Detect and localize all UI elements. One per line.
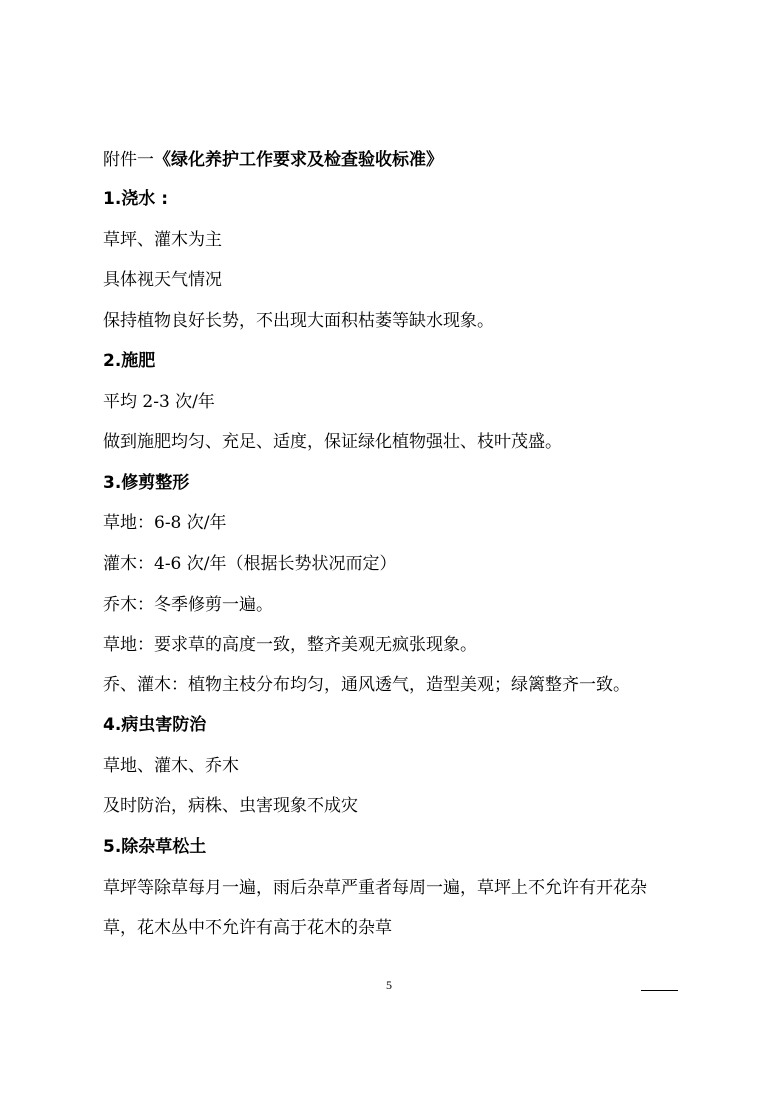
section-heading-watering: 1.浇水 : [103, 189, 169, 209]
paragraph: 草地：要求草的高度一致，整齐美观无疯张现象。 [103, 635, 477, 655]
footer-rule [641, 990, 678, 991]
paragraph: 草坪等除草每月一遍，雨后杂草严重者每周一遍，草坪上不允许有开花杂 [103, 878, 647, 898]
title-prefix: 附件一 [103, 150, 154, 170]
document-title [103, 149, 443, 171]
title-main: 《绿化养护工作要求及检查验收标准》 [154, 150, 443, 170]
paragraph: 具体视天气情况 [103, 270, 222, 290]
section-heading-pruning: 3.修剪整形 [103, 473, 190, 493]
paragraph: 保持植物良好长势，不出现大面积枯萎等缺水现象。 [103, 311, 494, 331]
paragraph: 灌木：4-6 次/年（根据长势状况而定） [103, 554, 397, 574]
paragraph: 乔、灌木：植物主枝分布均匀，通风透气，造型美观；绿篱整齐一致。 [103, 675, 630, 695]
paragraph: 平均 2-3 次/年 [103, 392, 215, 412]
paragraph: 草，花木丛中不允许有高于花木的杂草 [103, 918, 392, 938]
paragraph: 做到施肥均匀、充足、适度，保证绿化植物强壮、枝叶茂盛。 [103, 432, 562, 452]
paragraph: 乔木：冬季修剪一遍。 [103, 595, 273, 615]
paragraph: 草地：6-8 次/年 [103, 513, 227, 533]
paragraph: 及时防治，病株、虫害现象不成灾 [103, 796, 358, 816]
paragraph: 草地、灌木、乔木 [103, 756, 239, 776]
paragraph: 草坪、灌木为主 [103, 230, 222, 250]
section-heading-pest-control: 4.病虫害防治 [103, 715, 207, 735]
section-heading-fertilizing: 2.施肥 [103, 351, 156, 371]
section-heading-weeding: 5.除杂草松土 [103, 837, 207, 857]
page-number: 5 [386, 978, 392, 992]
